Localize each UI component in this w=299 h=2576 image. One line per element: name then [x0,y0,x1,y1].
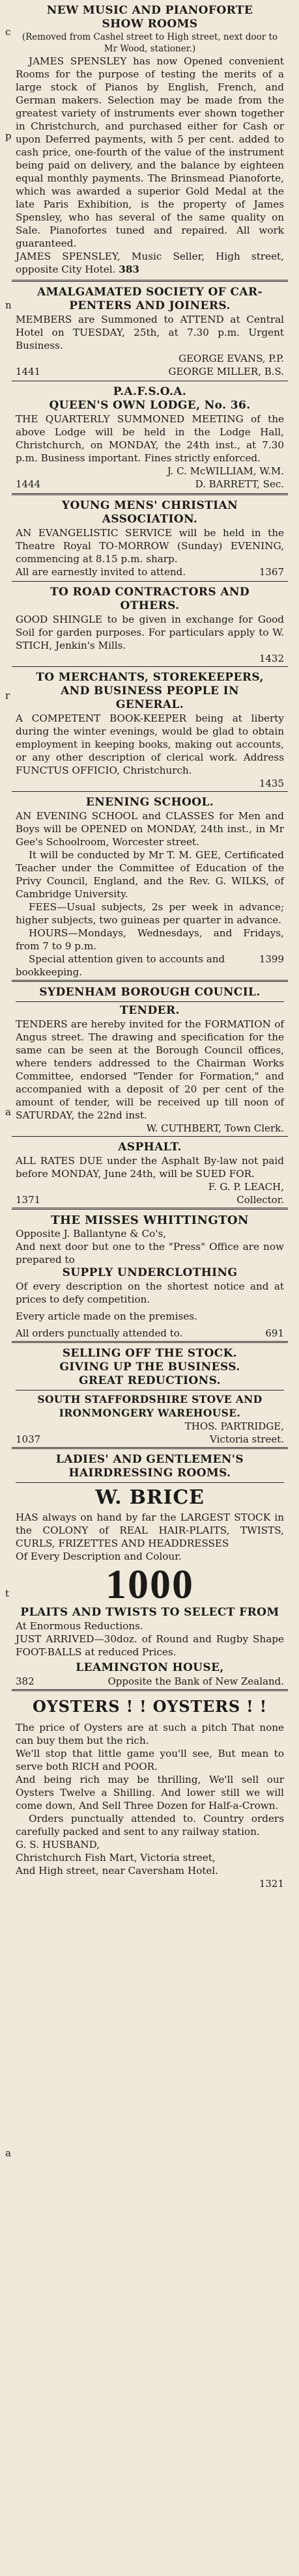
ad-lodge [12,381,288,491]
ad-title: LEAMINGTON HOUSE, [76,1661,224,1674]
edge-mark: r [5,690,10,701]
ad-number-row [16,1877,284,1890]
ad-title: AND BUSINESS PEOPLE IN [61,685,239,698]
ad-number: 1432 [259,653,284,664]
ad-signature: D. BARRETT, Sec. [195,478,284,490]
ad-oysters [12,1691,288,1890]
ad-body: JAMES SPENSLEY has now Opened convenient Rooms for the purpose of testing the merits of a large stock of Pianos by English, French, and German makers. Selection may be made from the greatest variety of instruments ever shown together in Christchurch, and purchased either for Cash or upon Deferred payments, with 5 per cent. added to cash price, one-fourth of the value of the instrument being paid on delivery, and the balance by eighteen equal monthly payments. The Brinsmead Pianoforte, which was awarded a superior Gold Medal at the late Paris Exhibition, is the property of James Spensley, who has several of the same quality on Sale. Pianofortes tuned and repaired. All work guaranteed. [16,55,284,249]
ad-note-row [16,953,284,979]
ad-title: SELLING OFF THE STOCK. [62,1347,238,1360]
ad-signature-row [16,1420,284,1433]
ad-title: NEW MUSIC AND PIANOFORTE [46,4,253,17]
ad-title: PENTERS AND JOINERS. [69,299,231,312]
ad-title: ENENING SCHOOL. [85,796,214,809]
ad-asphalt [12,1137,288,1206]
ad-body: Opposite J. Ballantyne & Co's, [16,1228,167,1240]
ad-signature: GEORGE EVANS, P.P. [178,353,284,364]
ad-selling-off [12,1343,288,1446]
ad-body: And next door but one to the "Press" Office are now prepared to [16,1241,284,1266]
ad-number: 382 [16,1675,35,1687]
ad-body: AN EVENING SCHOOL and CLASSES for Men and Boys will be OPENED on MONDAY, 24th inst., in Mr Gee's Schoolroom, Worcester street. [16,810,284,848]
ad-body: FEES—Usual subjects, 2s per week in advance; higher subjects, two guineas per quarter in advance. [16,901,284,926]
ad-body: HAS always on hand by far the LARGEST STOCK in the COLONY of REAL HAIR-PLAITS, TWISTS, CURLS, FRIZETTES AND HEADDRESSES [16,1512,284,1549]
ad-number: 1441 [16,366,41,377]
ad-signature-row [16,1122,284,1135]
ad-signature: GEORGE MILLER, B.S. [168,366,284,377]
ad-title: P.A.F.S.O.A. [113,385,187,398]
ad-body: GOOD SHINGLE to be given in exchange for Good Soil for garden purposes. For particulars apply to W. STICH, Jenkin's Mills. [16,614,284,651]
divider [16,1482,284,1483]
ad-signature-row [16,478,284,491]
ad-title: TENDER. [120,1004,180,1017]
ad-carpenters [12,282,288,378]
ad-body: TENDERS are hereby invited for the FORMATION of Angus street. The drawing and specification for the same can be seen at the Borough Council offices, where tenders addressed to the Chairman Works Committee, endorsed "Tender for Formation," and accompanied with a deposit of 20 per cent of the amount of tender, will be received up till noon of SATURDAY, the 22nd inst. [16,1018,284,1121]
ad-body: We'll stop that little game you'll see, But mean to serve both RICH and POOR. [16,1748,284,1772]
ad-whittington [12,1210,288,1340]
ad-title: GREAT REDUCTIONS. [79,1374,221,1387]
ad-title: AMALGAMATED SOCIETY OF CAR- [37,286,263,299]
ad-sydenham-tender [12,982,288,1135]
ad-address: And High street, near Caversham Hotel. [16,1865,219,1877]
ad-title: SYDENHAM BOROUGH COUNCIL. [39,986,261,999]
ad-number: 1371 [16,1194,41,1206]
ad-body: The price of Oysters are at such a pitch That none can buy them but the rich. [16,1722,284,1746]
ad-body: MEMBERS are Summoned to ATTEND at Central Hotel on TUESDAY, 25th, at 7.30 p.m. Urgent Business. [16,314,284,351]
ad-note: All are earnestly invited to attend. [16,566,186,578]
advertisement-column [12,0,288,1890]
ad-ymca [12,495,288,578]
ad-title: OYSTERS ! ! OYSTERS ! ! [33,1697,267,1716]
ad-address: Christchurch Fish Mart, Victoria street, [16,1852,216,1864]
ad-note: All orders punctually attended to. [16,1327,183,1339]
ad-signature-row [16,365,284,378]
ad-signature: F. G. P. LEACH, [208,1181,284,1193]
edge-mark: a [5,1106,11,1118]
ad-book-keeper [12,667,288,790]
ad-title: ASSOCIATION. [102,513,198,526]
ad-body: At Enormous Reductions. [16,1620,143,1632]
ad-number-row [16,777,284,790]
ad-number: 1367 [259,566,284,578]
ad-body: THE QUARTERLY SUMMONED MEETING of the above Lodge will be held in the Lodge Hall, Christchurch, on MONDAY, the 24th inst., at 7.30 p.m. Business important. Fines strictly enforced. [16,413,284,464]
ad-note: Special attention given to accounts and bookkeeping. [16,953,225,978]
divider [16,1001,284,1002]
edge-mark: n [5,299,12,311]
ad-body: HOURS—Mondays, Wednesdays, and Fridays, from 7 to 9 p.m. [16,927,284,952]
ad-title: SUPPLY UNDERCLOTHING [62,1266,238,1279]
edge-mark: a [5,2147,11,2159]
ad-body: Every article made on the premises. [16,1310,197,1322]
ad-hairdressing [12,1449,288,1688]
ad-title: TO ROAD CONTRACTORS AND [50,586,249,599]
ad-number: 1321 [259,1878,284,1890]
ad-body: Orders punctually attended to. Country orders carefully packed and sent to any railway station. [16,1813,284,1837]
edge-mark: t [5,1588,10,1599]
edge-mark: c [5,26,11,38]
ad-signature: G. S. HUSBAND, [16,1839,100,1851]
ad-note-row [16,565,284,578]
ad-title: ASPHALT. [118,1141,182,1154]
ad-body: ALL RATES DUE under the Asphalt By-law not paid before MONDAY, June 24th, will be SUED FOR. [16,1155,284,1180]
ad-subtitle: (Removed from Cashel street to High street, next door to Mr Wood, stationer.) [21,32,278,54]
ad-title: TO MERCHANTS, STOREKEEPERS, [36,671,264,684]
ad-title: QUEEN'S OWN LODGE, No. 36. [49,399,251,412]
ad-body: JUST ARRIVED—30doz. of Round and Rugby Shape FOOT-BALLS at reduced Prices. [16,1633,284,1658]
ad-body: Of every description on the shortest notice and at prices to defy competition. [16,1281,284,1305]
ad-big-number: 1000 [106,1561,194,1607]
ad-signature-row [16,465,284,478]
ad-number: 1435 [259,778,284,789]
ad-note-row [16,1327,284,1340]
ad-number: 1037 [16,1433,41,1445]
ad-evening-school [12,792,288,979]
ad-title: OTHERS. [120,599,180,612]
ad-road-contractors [12,582,288,665]
ad-number: 691 [265,1327,284,1339]
ad-signature-row [16,352,284,365]
ad-body: It will be conducted by Mr T. M. GEE, Certificated Teacher under the Committee of Education of the Privy Council, England, and the Rev. G. WILKS, of Cambridge University. [16,849,284,900]
ad-business-name: W. BRICE [95,1486,205,1509]
ad-number: 383 [119,264,139,275]
ad-line: SOUTH STAFFORDSHIRE STOVE AND [37,1393,263,1405]
ad-address: Victoria street. [210,1433,284,1445]
ad-title: GIVING UP THE BUSINESS. [59,1361,240,1374]
ad-title: GENERAL. [115,698,184,711]
ad-number: 1444 [16,478,41,490]
ad-signature: JAMES SPENSLEY, Music Seller, High street, opposite City Hotel. 383 [16,251,284,275]
ad-signature: THOS. PARTRIDGE, [184,1420,284,1432]
edge-mark: p [5,130,12,142]
ad-title: PLAITS AND TWISTS TO SELECT FROM [20,1606,279,1619]
ad-music-showrooms [12,0,288,276]
ad-body: And being rich may be thrilling, We'll sell our Oysters Twelve a Shilling. And lower still we will come down, And Sell Three Dozen for Half-a-Crown. [16,1774,284,1811]
ad-line: IRONMONGERY WAREHOUSE. [59,1407,241,1419]
ad-address-row [16,1675,284,1688]
ad-number: 1399 [259,953,284,965]
ad-signature-row [16,1433,284,1446]
ad-body: A COMPETENT BOOK-KEEPER being at liberty during the winter evenings, would be glad to obtain employment in keeping books, making out accounts, or any other description of clerical work. Address FUNCTUS OFFICIO, Christchurch. [16,712,284,776]
ad-address: Opposite the Bank of New Zealand. [107,1675,284,1687]
ad-signature-row [16,1193,284,1206]
ad-title: LADIES' AND GENTLEMEN'S [55,1453,244,1466]
ad-signature: W. CUTHBERT, Town Clerk. [146,1122,284,1134]
ad-title: HAIRDRESSING ROOMS. [68,1467,231,1480]
ad-signature: Collector. [236,1194,284,1206]
ad-body: AN EVANGELISTIC SERVICE will be held in the Theatre Royal TO-MORROW (Sunday) EVENING, commencing at 8.15 p.m. sharp. [16,527,284,565]
ad-signature: J. C. McWILLIAM, W.M. [167,465,284,477]
ad-title: SHOW ROOMS [102,18,198,31]
ad-body: Of Every Description and Colour. [16,1551,182,1562]
ad-number-row [16,652,284,665]
ad-title: THE MISSES WHITTINGTON [51,1213,249,1227]
ad-title: YOUNG MENS' CHRISTIAN [61,499,238,512]
ad-signature-row [16,1180,284,1193]
